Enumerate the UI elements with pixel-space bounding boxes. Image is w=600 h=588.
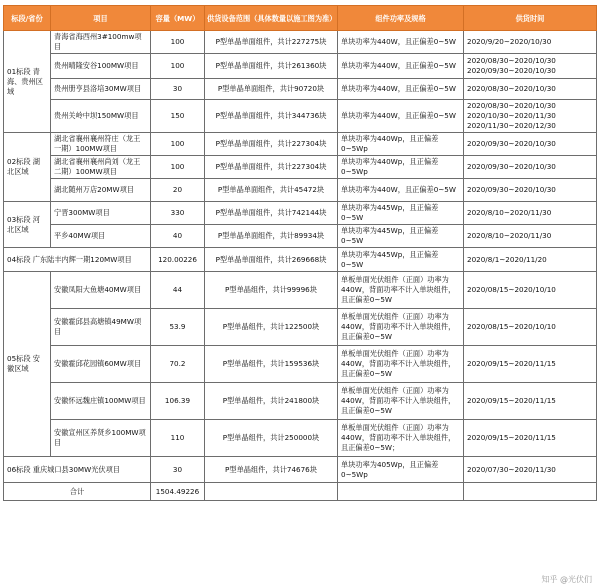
time-line: 2020/8/1~2020/11/20 bbox=[467, 254, 547, 264]
capacity-cell: 53.9 bbox=[151, 309, 205, 346]
table-row bbox=[4, 133, 597, 156]
time-line: 2020/11/30~2020/12/30 bbox=[467, 121, 556, 130]
scope-cell: P型单晶组件，共计241800块 bbox=[205, 383, 338, 420]
total-row bbox=[4, 483, 597, 501]
section-cell: 03标段 河北区域 bbox=[4, 202, 51, 248]
total-blank-scope bbox=[205, 483, 338, 501]
project-cell: 宁晋300MW项目 bbox=[51, 202, 151, 225]
time-cell bbox=[464, 156, 597, 179]
scope-cell: P型单晶单面组件，共计742144块 bbox=[205, 202, 338, 225]
capacity-cell: 20 bbox=[151, 179, 205, 202]
time-cell bbox=[464, 248, 597, 272]
table-row bbox=[4, 272, 597, 309]
spec-cell: 单板单面光伏组件（正面）功率为440W，背面功率不计入单块组件，且正偏差0~5W bbox=[338, 383, 464, 420]
spec-cell: 单板单面光伏组件（正面）功率为440W，背面功率不计入单块组件，且正偏差0~5W bbox=[338, 272, 464, 309]
header-scope: 供货设备范围（具体数量以施工图为准） bbox=[205, 6, 338, 31]
time-line: 2020/09/30~2020/10/30 bbox=[467, 185, 556, 194]
spec-cell: 单块功率为440W，且正偏差0~5W bbox=[338, 31, 464, 54]
total-blank-spec bbox=[338, 483, 464, 501]
header-time: 供货时间 bbox=[464, 6, 597, 31]
time-cell bbox=[464, 54, 597, 79]
table-row bbox=[4, 309, 597, 346]
time-line: 2020/08/30~2020/10/30 bbox=[467, 56, 556, 65]
header-section: 标段/省份 bbox=[4, 6, 51, 31]
time-cell bbox=[464, 420, 597, 457]
time-line: 2020/08/15~2020/10/10 bbox=[467, 285, 556, 294]
capacity-cell: 40 bbox=[151, 225, 205, 248]
capacity-cell: 44 bbox=[151, 272, 205, 309]
time-cell bbox=[464, 202, 597, 225]
project-cell: 安徽霍邱县高塘镇49MW项目 bbox=[51, 309, 151, 346]
header-spec: 组件功率及规格 bbox=[338, 6, 464, 31]
capacity-cell: 150 bbox=[151, 100, 205, 133]
project-cell: 安徽怀远魏庄镇100MW项目 bbox=[51, 383, 151, 420]
time-line: 2020/09/30~2020/10/30 bbox=[467, 162, 556, 171]
capacity-cell: 110 bbox=[151, 420, 205, 457]
time-cell bbox=[464, 31, 597, 54]
time-cell bbox=[464, 309, 597, 346]
spec-cell: 单块功率为405Wp，且正偏差0~5Wp bbox=[338, 457, 464, 483]
spec-cell: 单块功率为440W，且正偏差0~5W bbox=[338, 100, 464, 133]
capacity-cell: 30 bbox=[151, 457, 205, 483]
spec-cell: 单块功率为445Wp，且正偏差0~5W bbox=[338, 202, 464, 225]
capacity-cell: 330 bbox=[151, 202, 205, 225]
capacity-cell: 100 bbox=[151, 133, 205, 156]
spec-cell: 单块功率为445Wp，且正偏差0~5W bbox=[338, 225, 464, 248]
project-cell: 平乡40MW项目 bbox=[51, 225, 151, 248]
table-row bbox=[4, 54, 597, 79]
project-cell: 安徽霍邱花园镇60MW项目 bbox=[51, 346, 151, 383]
table-row bbox=[4, 248, 597, 272]
capacity-cell: 106.39 bbox=[151, 383, 205, 420]
time-line: 2020/07/30~2020/11/30 bbox=[467, 464, 556, 474]
total-label: 合计 bbox=[4, 483, 151, 501]
capacity-cell: 100 bbox=[151, 31, 205, 54]
time-cell bbox=[464, 133, 597, 156]
time-cell bbox=[464, 225, 597, 248]
table-row bbox=[4, 202, 597, 225]
scope-cell: P型单晶单面组件，共计90720块 bbox=[205, 79, 338, 100]
table-body bbox=[4, 31, 597, 501]
watermark: 知乎 @光伏们 bbox=[541, 575, 592, 584]
section-cell: 04标段 广东陆丰内辉一期120MW项目 bbox=[4, 248, 151, 272]
table-row bbox=[4, 31, 597, 54]
scope-cell: P型单晶单面组件，共计227304块 bbox=[205, 156, 338, 179]
project-cell: 安徽宣州区养贤乡100MW项目 bbox=[51, 420, 151, 457]
capacity-cell: 100 bbox=[151, 156, 205, 179]
project-cell: 安徽凤阳大鱼塘40MW项目 bbox=[51, 272, 151, 309]
scope-cell: P型单晶单面组件，共计261360块 bbox=[205, 54, 338, 79]
project-cell: 贵州晴隆安谷100MW项目 bbox=[51, 54, 151, 79]
scope-cell: P型单晶组件，共计99996块 bbox=[205, 272, 338, 309]
table-row bbox=[4, 457, 597, 483]
header-project: 项目 bbox=[51, 6, 151, 31]
project-cell: 青海省海西州3#100mw项目 bbox=[51, 31, 151, 54]
table-row bbox=[4, 420, 597, 457]
capacity-cell: 120.00226 bbox=[151, 248, 205, 272]
time-cell bbox=[464, 346, 597, 383]
capacity-cell: 70.2 bbox=[151, 346, 205, 383]
time-line: 2020/8/10~2020/11/30 bbox=[467, 231, 552, 240]
time-line: 2020/9/20~2020/10/30 bbox=[467, 37, 552, 46]
table-row bbox=[4, 156, 597, 179]
time-cell bbox=[464, 79, 597, 100]
table-row bbox=[4, 179, 597, 202]
time-line: 2020/08/30~2020/10/30 bbox=[467, 101, 556, 110]
header-capacity: 容量（MW） bbox=[151, 6, 205, 31]
procurement-table bbox=[3, 5, 597, 501]
spec-cell: 单块功率为445Wp，且正偏差0~5W bbox=[338, 248, 464, 272]
time-line: 2020/08/30~2020/10/30 bbox=[467, 84, 556, 93]
scope-cell: P型单晶组件，共计159536块 bbox=[205, 346, 338, 383]
time-cell bbox=[464, 383, 597, 420]
spec-cell: 单块功率为440Wp，且正偏差0~5Wp bbox=[338, 133, 464, 156]
time-line: 2020/09/30~2020/10/30 bbox=[467, 139, 556, 148]
section-cell: 06标段 重庆城口县30MW光伏项目 bbox=[4, 457, 151, 483]
table-row bbox=[4, 100, 597, 133]
table-row bbox=[4, 383, 597, 420]
spec-cell: 单块功率为440W，且正偏差0~5W bbox=[338, 179, 464, 202]
time-line: 2020/09/15~2020/11/15 bbox=[467, 359, 556, 368]
scope-cell: P型单晶组件，共计122500块 bbox=[205, 309, 338, 346]
time-cell bbox=[464, 179, 597, 202]
capacity-cell: 30 bbox=[151, 79, 205, 100]
scope-cell: P型单晶单面组件，共计227304块 bbox=[205, 133, 338, 156]
header-row bbox=[4, 6, 597, 31]
table-row bbox=[4, 79, 597, 100]
spec-cell: 单块功率为440W，且正偏差0~5W bbox=[338, 54, 464, 79]
scope-cell: P型单晶单面组件，共计227275块 bbox=[205, 31, 338, 54]
project-cell: 湖北随州万店20MW项目 bbox=[51, 179, 151, 202]
scope-cell: P型单晶单面组件，共计45472块 bbox=[205, 179, 338, 202]
spec-cell: 单块功率为440W，且正偏差0~5W bbox=[338, 79, 464, 100]
total-blank-time bbox=[464, 483, 597, 501]
time-cell bbox=[464, 272, 597, 309]
project-cell: 湖北省襄州襄州符庄（龙王一期）100MW项目 bbox=[51, 133, 151, 156]
total-capacity: 1504.49226 bbox=[151, 483, 205, 501]
scope-cell: P型单晶单面组件，共计344736块 bbox=[205, 100, 338, 133]
time-line: 2020/08/15~2020/10/10 bbox=[467, 322, 556, 331]
time-line: 2020/09/15~2020/11/15 bbox=[467, 396, 556, 405]
spec-cell: 单板单面光伏组件（正面）功率为440W，背面功率不计入单块组件，且正偏差0~5W bbox=[338, 346, 464, 383]
project-cell: 贵州册亨县洛培30MW项目 bbox=[51, 79, 151, 100]
time-line: 2020/09/30~2020/10/30 bbox=[467, 66, 556, 75]
capacity-cell: 100 bbox=[151, 54, 205, 79]
time-line: 2020/10/30~2020/11/30 bbox=[467, 111, 556, 120]
section-cell: 01标段 青海、贵州区域 bbox=[4, 31, 51, 133]
time-line: 2020/8/10~2020/11/30 bbox=[467, 208, 552, 217]
scope-cell: P型单晶单面组件，共计89934块 bbox=[205, 225, 338, 248]
time-cell bbox=[464, 457, 597, 483]
spec-cell: 单板单面光伏组件（正面）功率为440W，背面功率不计入单块组件，且正偏差0~5W bbox=[338, 309, 464, 346]
scope-cell: P型单晶组件，共计250000块 bbox=[205, 420, 338, 457]
time-line: 2020/09/15~2020/11/15 bbox=[467, 433, 556, 442]
spec-cell: 单块功率为440Wp，且正偏差0~5Wp bbox=[338, 156, 464, 179]
scope-cell: P型单晶组件，共计74676块 bbox=[205, 457, 338, 483]
section-cell: 05标段 安徽区域 bbox=[4, 272, 51, 457]
project-cell: 湖北省襄州襄州尚刘（龙王二期）100MW项目 bbox=[51, 156, 151, 179]
scope-cell: P型单晶单面组件，共计269668块 bbox=[205, 248, 338, 272]
spec-cell: 单板单面光伏组件（正面）功率为440W，背面功率不计入单块组件，且正偏差0~5W； bbox=[338, 420, 464, 457]
table-row bbox=[4, 225, 597, 248]
project-cell: 贵州关岭中坝150MW项目 bbox=[51, 100, 151, 133]
time-cell bbox=[464, 100, 597, 133]
table-row bbox=[4, 346, 597, 383]
section-cell: 02标段 湖北区域 bbox=[4, 133, 51, 202]
